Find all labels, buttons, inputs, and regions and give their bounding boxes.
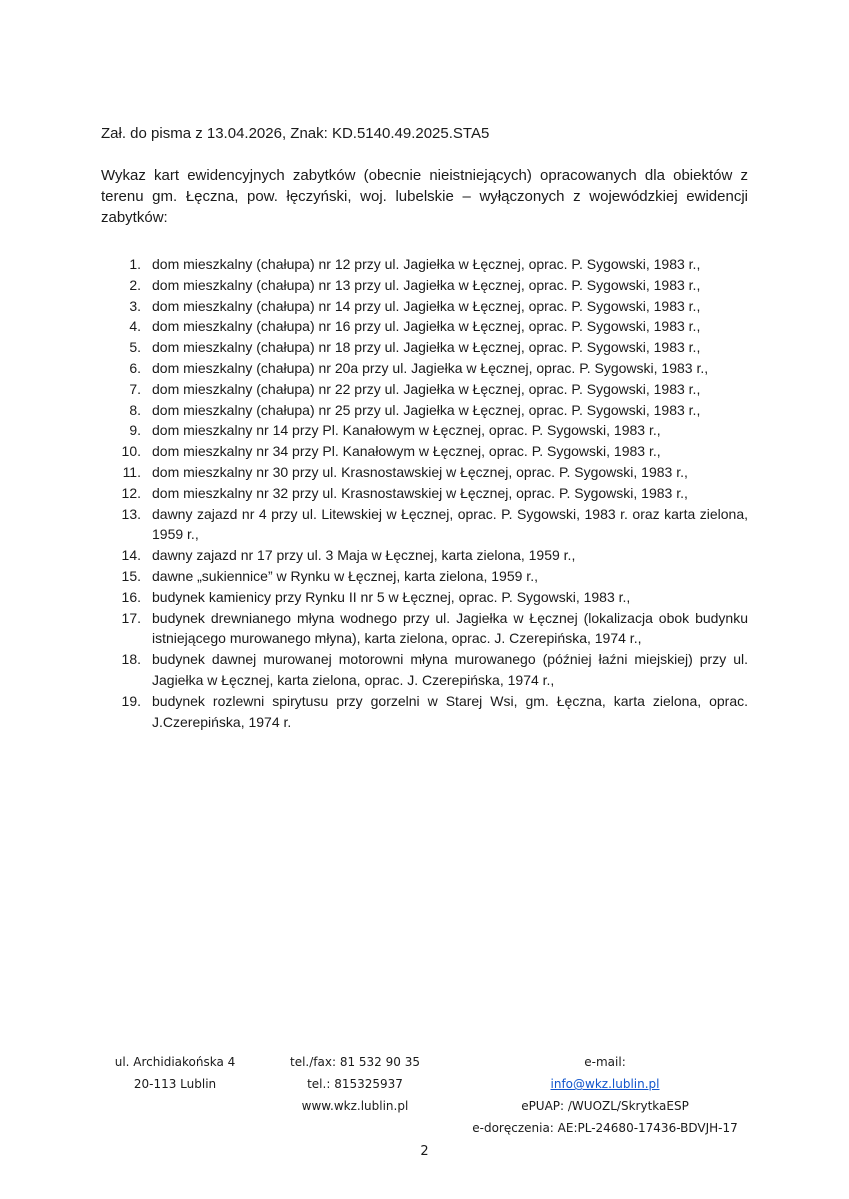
footer-website[interactable]: www.wkz.lublin.pl [301,1099,409,1113]
list-item-text: budynek dawnej murowanej motorowni młyna murowanego (później łaźni miejskiej) przy ul. Jagiełka w Łęcznej, karta zielona, oprac. J. Czerepińska, 1974 r., [152,651,748,688]
list-item-text: dawny zajazd nr 4 przy ul. Litewskiej w Łęcznej, oprac. P. Sygowski, 1983 r. oraz karta zielona, 1959 r., [152,505,748,543]
list-item-number: 2. [129,276,141,293]
monuments-list [101,254,748,732]
list-item [101,504,748,546]
list-item-number: 10. [121,443,141,460]
list-item-number: 14. [121,547,141,564]
footer-city: 20-113 Lublin [133,1077,217,1091]
list-item [101,400,748,421]
list-item-number: 16. [121,588,141,605]
list-item-number: 18. [121,651,141,668]
list-item-number: 9. [129,422,141,439]
list-item [101,337,748,358]
list-item [101,649,748,691]
list-item-text: dom mieszkalny nr 30 przy ul. Krasnostawskiej w Łęcznej, oprac. P. Sygowski, 1983 r., [152,463,688,480]
footer-email-line [460,1051,750,1095]
footer-address [95,1051,255,1095]
footer-epuap: ePUAP: /WUOZL/SkrytkaESP [521,1099,689,1113]
list-item-text: dom mieszkalny nr 14 przy Pl. Kanałowym w Łęcznej, oprac. P. Sygowski, 1983 r., [152,422,661,439]
intro-line-2: terenu gm. Łęczna, pow. łęczyński, woj. lubelskie – wyłączonych z wojewódzkiej ewidencji [101,188,748,205]
list-item-text: dom mieszkalny (chałupa) nr 14 przy ul. Jagiełka w Łęcznej, oprac. P. Sygowski, 1983 r., [152,297,701,314]
list-item-number: 4. [129,318,141,335]
list-item [101,379,748,400]
list-item [101,462,748,483]
list-item-text: dom mieszkalny nr 34 przy Pl. Kanałowym w Łęcznej, oprac. P. Sygowski, 1983 r., [152,443,661,460]
list-item [101,420,748,441]
list-item-number: 12. [121,484,141,501]
list-item-text: dom mieszkalny (chałupa) nr 20a przy ul. Jagiełka w Łęcznej, oprac. P. Sygowski, 1983 r., [152,359,709,376]
list-item-number: 8. [129,401,141,418]
footer-telfax: tel./fax: 81 532 90 35 [290,1055,420,1069]
list-item-text: dawny zajazd nr 17 przy ul. 3 Maja w Łęcznej, karta zielona, 1959 r., [152,547,576,564]
footer-contacts [460,1051,750,1139]
list-item-text: dom mieszkalny (chałupa) nr 12 przy ul. Jagiełka w Łęcznej, oprac. P. Sygowski, 1983 r., [152,256,701,272]
list-item-number: 17. [121,609,141,626]
list-item [101,587,748,608]
list-item [101,566,748,587]
intro-line-3: zabytków: [101,209,168,226]
list-item-number: 13. [121,505,141,522]
list-item-number: 5. [129,339,141,356]
list-item-number: 6. [129,359,141,376]
list-item [101,608,748,650]
footer-email-label: e-mail: [584,1055,626,1069]
page-number: 2 [420,1144,429,1159]
footer-edoreczenia: e-doręczenia: AE:PL-24680-17436-BDVJH-17 [472,1121,738,1135]
list-item-text: dom mieszkalny nr 32 przy ul. Krasnostawskiej w Łęcznej, oprac. P. Sygowski, 1983 r., [152,484,688,501]
list-item-text: budynek kamienicy przy Rynku II nr 5 w Łęcznej, oprac. P. Sygowski, 1983 r., [152,588,631,605]
letter-reference: Zał. do pisma z 13.04.2026, Znak: KD.5140.49.2025.STA5 [101,125,490,142]
list-item-number: 1. [129,256,141,272]
list-item-text: dom mieszkalny (chałupa) nr 13 przy ul. Jagiełka w Łęcznej, oprac. P. Sygowski, 1983 r., [152,276,701,293]
list-item-text: budynek drewnianego młyna wodnego przy ul. Jagiełka w Łęcznej (lokalizacja obok budynku istniejącego murowanego młyna), karta zielona, oprac. J. Czerepińska, 1974 r., [152,609,748,647]
list-item-text: dom mieszkalny (chałupa) nr 25 przy ul. Jagiełka w Łęcznej, oprac. P. Sygowski, 1983 r., [152,401,701,418]
intro-line-1: Wykaz kart ewidencyjnych zabytków (obecnie nieistniejących) opracowanych dla obiektów z [101,167,748,184]
list-item-text: dawne „sukiennice” w Rynku w Łęcznej, karta zielona, 1959 r., [152,567,538,584]
list-item [101,691,748,733]
intro-paragraph [101,165,748,228]
list-item [101,254,748,275]
list-item-text: budynek rozlewni spirytusu przy gorzelni w Starej Wsi, gm. Łęczna, karta zielona, oprac. J.Czerepińska, 1974 r. [152,692,748,730]
list-item [101,441,748,462]
list-item [101,358,748,379]
list-item-number: 19. [121,692,141,709]
list-item [101,275,748,296]
email-link[interactable]: info@wkz.lublin.pl [550,1077,660,1091]
list-item [101,316,748,337]
footer-phones [270,1051,440,1117]
list-item-text: dom mieszkalny (chałupa) nr 22 przy ul. Jagiełka w Łęcznej, oprac. P. Sygowski, 1983 r., [152,380,701,397]
list-item-number: 15. [121,567,141,584]
list-item-text: dom mieszkalny (chałupa) nr 16 przy ul. Jagiełka w Łęcznej, oprac. P. Sygowski, 1983 r., [152,318,701,335]
list-item-text: dom mieszkalny (chałupa) nr 18 przy ul. Jagiełka w Łęcznej, oprac. P. Sygowski, 1983 r., [152,339,701,356]
list-item [101,483,748,504]
footer-street: ul. Archidiakońska 4 [114,1055,236,1069]
list-item [101,545,748,566]
footer-tel: tel.: 815325937 [307,1077,403,1091]
list-item [101,296,748,317]
list-item-number: 11. [122,463,141,480]
list-item-number: 3. [129,297,141,314]
list-item-number: 7. [129,380,141,397]
